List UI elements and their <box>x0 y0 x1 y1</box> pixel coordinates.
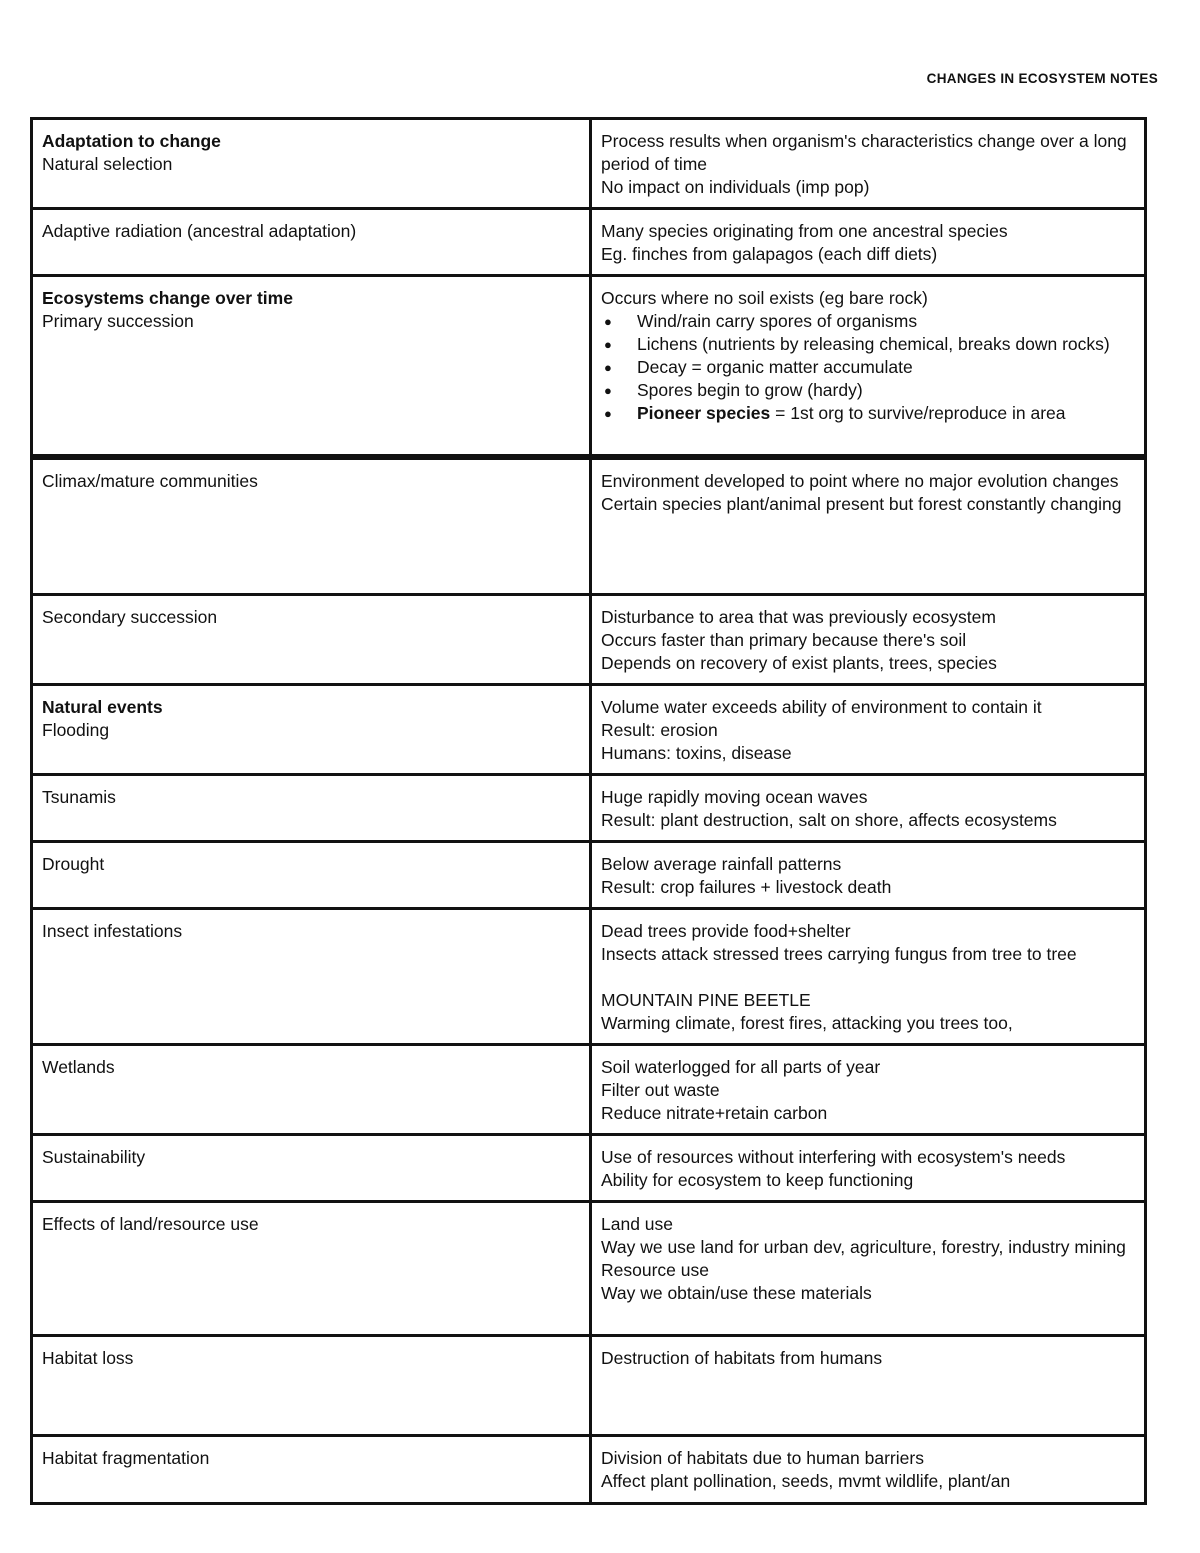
term-label: Wetlands <box>42 1057 115 1077</box>
section-heading: Natural events <box>42 697 163 717</box>
term-label: Insect infestations <box>42 921 183 941</box>
definition-cell <box>591 595 1146 685</box>
definition-cell <box>591 842 1146 909</box>
definition-cell <box>591 1045 1146 1135</box>
term-label: Habitat loss <box>42 1348 134 1368</box>
section-heading: Adaptation to change <box>42 131 221 151</box>
term-label: Tsunamis <box>42 787 116 807</box>
term-label: Primary succession <box>42 311 194 331</box>
definition-cell <box>591 1135 1146 1202</box>
definition-line: Way we use land for urban dev, agriculture, forestry, industry mining <box>601 1237 1126 1257</box>
definition-line: Certain species plant/animal present but forest constantly changing <box>601 494 1122 514</box>
term-label: Natural selection <box>42 154 173 174</box>
definition-line: Below average rainfall patterns <box>601 854 842 874</box>
table-row <box>32 909 1146 1045</box>
definition-line: Huge rapidly moving ocean waves <box>601 787 868 807</box>
definition-line: Eg. finches from galapagos (each diff diets) <box>601 244 938 264</box>
definition-cell <box>591 119 1146 209</box>
table-row <box>32 1336 1146 1436</box>
term-label: Flooding <box>42 720 110 740</box>
table-row <box>32 842 1146 909</box>
definition-cell <box>591 1336 1146 1436</box>
table-row <box>32 119 1146 209</box>
definition-line: Process results when organism's characteristics change over a long period of time <box>601 131 1127 174</box>
table-row <box>32 1436 1146 1504</box>
definition-line: Depends on recovery of exist plants, trees, species <box>601 653 997 673</box>
bullet-item: ● Wind/rain carry spores of organisms <box>601 310 1135 333</box>
bullet-item: ● Decay = organic matter accumulate <box>601 356 1135 379</box>
definition-cell <box>591 1202 1146 1336</box>
definition-line: Warming climate, forest fires, attacking you trees too, <box>601 1013 1013 1033</box>
term-cell <box>32 842 591 909</box>
bold-term: Pioneer species <box>637 403 771 423</box>
definition-line: Occurs where no soil exists (eg bare rock) <box>601 288 928 308</box>
definition-line: Resource use <box>601 1260 709 1280</box>
term-cell <box>32 459 591 595</box>
term-cell <box>32 276 591 456</box>
term-cell <box>32 1202 591 1336</box>
term-cell <box>32 209 591 276</box>
definition-line: Destruction of habitats from humans <box>601 1348 883 1368</box>
definition-line <box>601 966 1135 989</box>
bullet-text: = 1st org to survive/reproduce in area <box>770 403 1066 423</box>
definition-line: Environment developed to point where no major evolution changes <box>601 471 1119 491</box>
term-cell <box>32 595 591 685</box>
definition-cell <box>591 685 1146 775</box>
term-cell <box>32 1045 591 1135</box>
term-label: Adaptive radiation (ancestral adaptation) <box>42 221 357 241</box>
notes-table-1 <box>30 117 1147 457</box>
definition-line: Many species originating from one ancestral species <box>601 221 1008 241</box>
table-row <box>32 276 1146 456</box>
term-label: Effects of land/resource use <box>42 1214 259 1234</box>
bullet-item: ● Spores begin to grow (hardy) <box>601 379 1135 402</box>
table-row <box>32 595 1146 685</box>
definition-line: Reduce nitrate+retain carbon <box>601 1103 828 1123</box>
definition-line: Way we obtain/use these materials <box>601 1283 872 1303</box>
definition-cell <box>591 459 1146 595</box>
term-cell <box>32 909 591 1045</box>
definition-line: Disturbance to area that was previously ecosystem <box>601 607 996 627</box>
definition-line: Dead trees provide food+shelter <box>601 921 851 941</box>
definition-line: No impact on individuals (imp pop) <box>601 177 870 197</box>
definition-cell <box>591 909 1146 1045</box>
definition-cell <box>591 1436 1146 1504</box>
definition-line: MOUNTAIN PINE BEETLE <box>601 990 811 1010</box>
definition-line: Division of habitats due to human barriers <box>601 1448 924 1468</box>
definition-line: Insects attack stressed trees carrying fungus from tree to tree <box>601 944 1077 964</box>
definition-line: Filter out waste <box>601 1080 720 1100</box>
table-row <box>32 459 1146 595</box>
table-row <box>32 775 1146 842</box>
definition-line: Result: plant destruction, salt on shore, affects ecosystems <box>601 810 1057 830</box>
definition-line: Occurs faster than primary because there's soil <box>601 630 967 650</box>
definition-line: Land use <box>601 1214 674 1234</box>
term-cell <box>32 685 591 775</box>
table-row <box>32 1045 1146 1135</box>
term-label: Habitat fragmentation <box>42 1448 210 1468</box>
section-heading: Ecosystems change over time <box>42 288 293 308</box>
term-label: Drought <box>42 854 105 874</box>
definition-line: Volume water exceeds ability of environment to contain it <box>601 697 1042 717</box>
definition-cell <box>591 775 1146 842</box>
term-cell <box>32 1436 591 1504</box>
table-row <box>32 1135 1146 1202</box>
definition-line: Ability for ecosystem to keep functioning <box>601 1170 914 1190</box>
definition-line: Result: crop failures + livestock death <box>601 877 892 897</box>
page-title: CHANGES IN ECOSYSTEM NOTES <box>926 71 1158 86</box>
term-cell <box>32 775 591 842</box>
definition-line: Use of resources without interfering with ecosystem's needs <box>601 1147 1066 1167</box>
definition-line: Soil waterlogged for all parts of year <box>601 1057 881 1077</box>
table-row <box>32 209 1146 276</box>
term-label: Secondary succession <box>42 607 218 627</box>
term-cell <box>32 119 591 209</box>
definition-line: Affect plant pollination, seeds, mvmt wildlife, plant/an <box>601 1471 1011 1491</box>
definition-line: Result: erosion <box>601 720 718 740</box>
definition-cell <box>591 276 1146 456</box>
term-cell <box>32 1336 591 1436</box>
term-label: Climax/mature communities <box>42 471 258 491</box>
bullet-item <box>601 402 1135 425</box>
table-row <box>32 1202 1146 1336</box>
definition-line: Humans: toxins, disease <box>601 743 792 763</box>
term-cell <box>32 1135 591 1202</box>
table-row <box>32 685 1146 775</box>
bullet-item: ● Lichens (nutrients by releasing chemical, breaks down rocks) <box>601 333 1135 356</box>
bullet-list <box>601 310 1135 425</box>
definition-cell <box>591 209 1146 276</box>
term-label: Sustainability <box>42 1147 146 1167</box>
notes-table-2 <box>30 457 1147 1505</box>
